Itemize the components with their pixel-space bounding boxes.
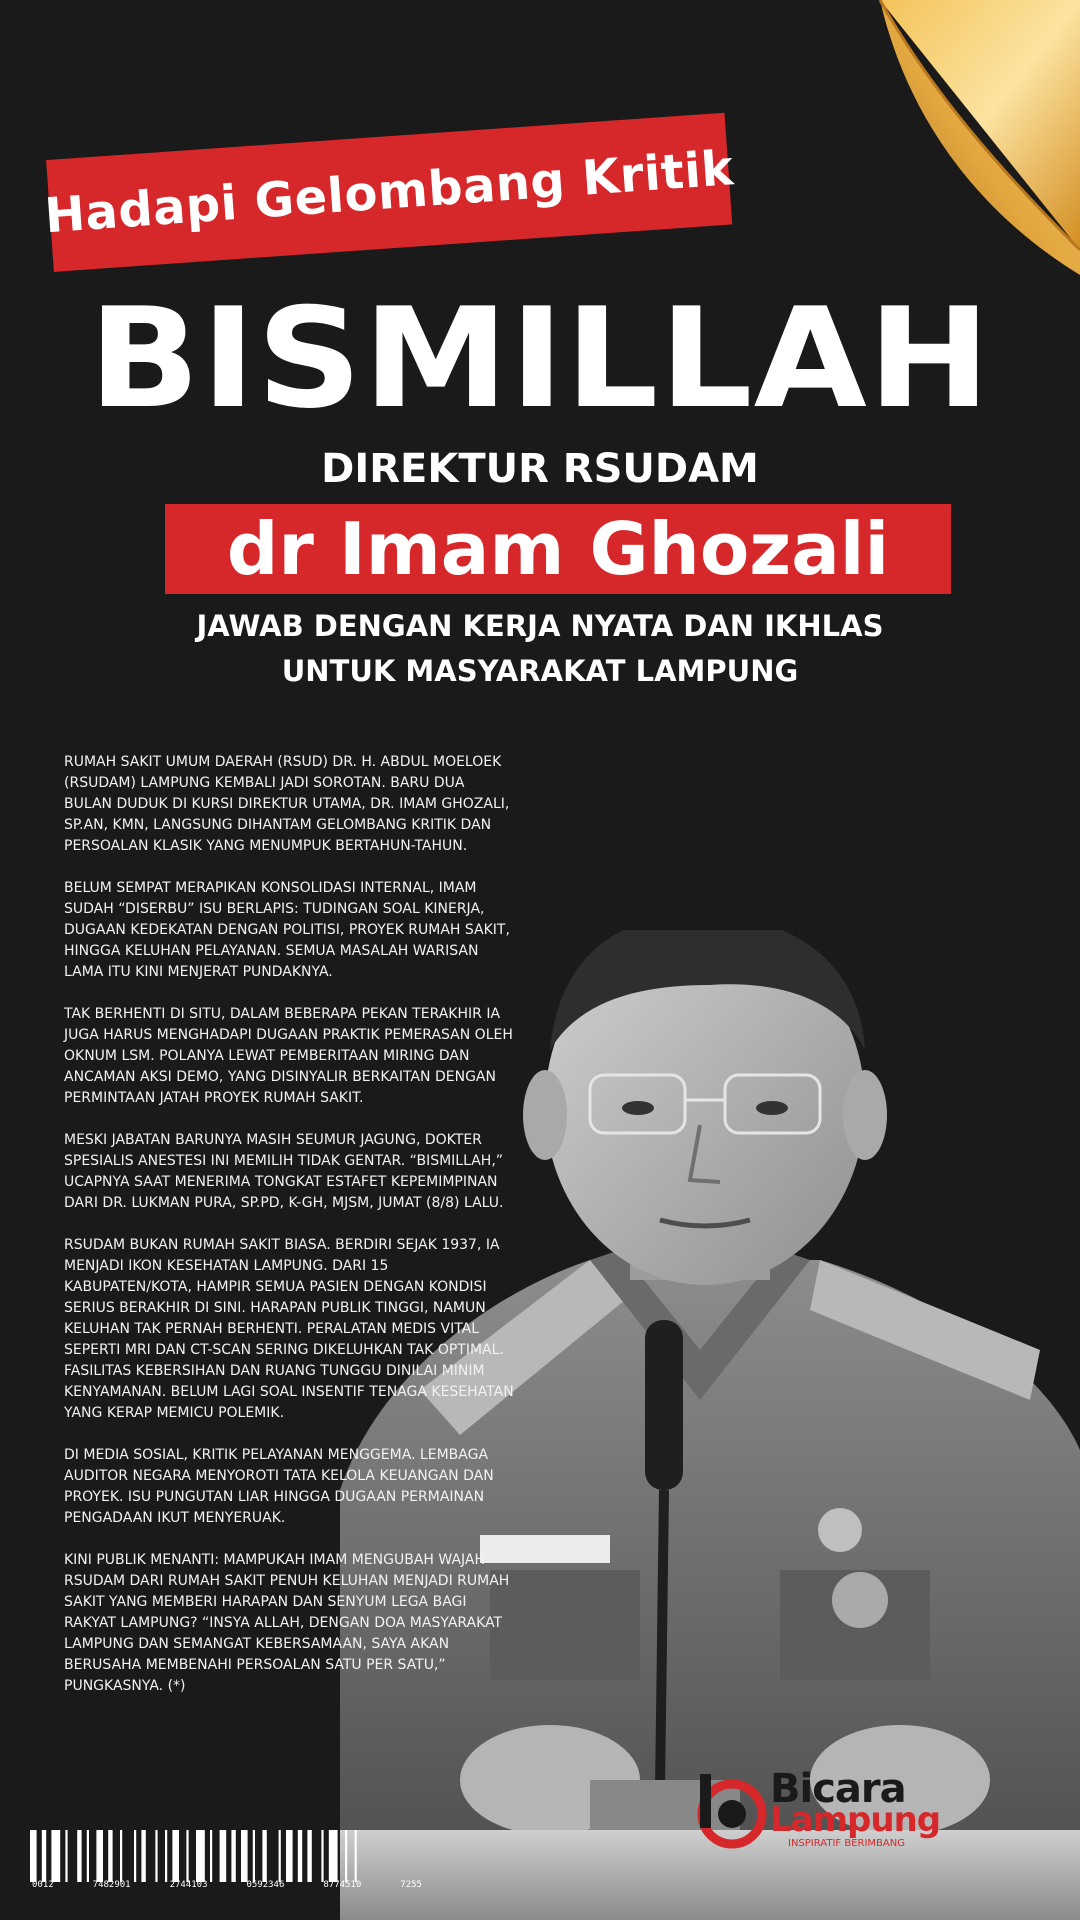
kicker-banner — [42, 113, 736, 272]
logo-word-lampung: Lampung — [770, 1800, 941, 1840]
person-name: dr Imam Ghozali — [226, 507, 890, 591]
article-paragraph: RUMAH SAKIT UMUM DAERAH (RSUD) DR. H. ABDUL MOELOEK (RSUDAM) LAMPUNG KEMBALI JADI SOROTAN. BARU DUA BULAN DUDUK DI KURSI DIREKTUR UTAMA, DR. IMAM GHOZALI, SP.AN, KMN, LANGSUNG DIHANTAM GELOMBANG KRITIK DAN PERSOALAN KLASIK YANG MENUMPUK BERTAHUN-TAHUN. — [64, 754, 510, 854]
logo-word-bicara: Bicara — [770, 1766, 906, 1812]
barcode-numbers — [32, 1880, 422, 1890]
article-paragraph: MESKI JABATAN BARUNYA MASIH SEUMUR JAGUNG, DOKTER SPESIALIS ANESTESI INI MEMILIH TIDAK GENTAR. “BISMILLAH,” UCAPNYA SAAT MENERIMA TONGKAT ESTAFET KEPEMIMPINAN DARI DR. LUKMAN PURA, SP.PD, K-GH, MJSM, JUMAT (8/8) LALU. — [64, 1132, 504, 1211]
tagline-line-2: UNTUK MASYARAKAT LAMPUNG — [281, 654, 799, 688]
barcode-number: 8774510 — [323, 1880, 362, 1890]
article-paragraph: KINI PUBLIK MENANTI: MAMPUKAH IMAM MENGUBAH WAJAH RSUDAM DARI RUMAH SAKIT PENUH KELUHAN MENJADI RUMAH SAKIT YANG MEMBERI HARAPAN DAN SENYUM LEGA BAGI RAKYAT LAMPUNG? “INSYA ALLAH, DENGAN DOA MASYARAKAT LAMPUNG DAN SEMANGAT KEBERSAMAAN, SAYA AKAN BERUSAHA MEMBENAHI PERSOALAN SATU PER SATU,” PUNGKASNYA. (*) — [64, 1552, 510, 1694]
tagline-line-1: JAWAB DENGAN KERJA NYATA DAN IKHLAS — [196, 609, 884, 643]
barcode-number: 0592346 — [246, 1880, 285, 1890]
article-body — [64, 752, 514, 1718]
tagline — [0, 604, 1080, 694]
article-paragraph: DI MEDIA SOSIAL, KRITIK PELAYANAN MENGGEMA. LEMBAGA AUDITOR NEGARA MENYOROTI TATA KELOLA KEUANGAN DAN PROYEK. ISU PUNGUTAN LIAR HINGGA DUGAAN PERMAINAN PENGADAAN IKUT MENYERUAK. — [64, 1447, 494, 1526]
subheadline: DIREKTUR RSUDAM — [321, 446, 759, 492]
barcode-number: 7482901 — [92, 1880, 131, 1890]
barcode-number: 0012 — [32, 1880, 54, 1890]
barcode-number: 2744103 — [169, 1880, 208, 1890]
headline: BISMILLAH — [88, 278, 992, 439]
name-banner — [165, 504, 951, 594]
kicker-text: Hadapi Gelombang Kritik — [42, 140, 736, 245]
page-curl-decoration — [780, 0, 1080, 280]
logo-tagline: INSPIRATIF BERIMBANG — [788, 1838, 905, 1849]
article-paragraph: RSUDAM BUKAN RUMAH SAKIT BIASA. BERDIRI SEJAK 1937, IA MENJADI IKON KESEHATAN LAMPUNG. DARI 15 KABUPATEN/KOTA, HAMPIR SEMUA PASIEN DENGAN KONDISI SERIUS BERAKHIR DI SINI. HARAPAN PUBLIK TINGGI, NAMUN KELUHAN TAK PERNAH BERHENTI. PERALATAN MEDIS VITAL SEPERTI MRI DAN CT-SCAN SERING DIKELUHKAN TAK OPTIMAL. FASILITAS KEBERSIHAN DAN RUANG TUNGGU DINILAI MINIM KENYAMANAN. BELUM LAGI SOAL INSENTIF TENAGA KESEHATAN YANG KERAP MEMICU POLEMIK. — [64, 1237, 514, 1421]
bicara-lampung-logo — [690, 1766, 960, 1856]
article-paragraph: BELUM SEMPAT MERAPIKAN KONSOLIDASI INTERNAL, IMAM SUDAH “DISERBU” ISU BERLAPIS: TUDINGAN SOAL KINERJA, DUGAAN KEDEKATAN DENGAN POLITISI, PROYEK RUMAH SAKIT, HINGGA KELUHAN PELAYANAN. SEMUA MASALAH WARISAN LAMA ITU KINI MENJERAT PUNDAKNYA. — [64, 880, 510, 980]
barcode-number: 7255 — [400, 1880, 422, 1890]
article-paragraph: TAK BERHENTI DI SITU, DALAM BEBERAPA PEKAN TERAKHIR IA JUGA HARUS MENGHADAPI DUGAAN PRAKTIK PEMERASAN OLEH OKNUM LSM. POLANYA LEWAT PEMBERITAAN MIRING DAN ANCAMAN AKSI DEMO, YANG DISINYALIR BERKAITAN DENGAN PERMINTAAN JATAH PROYEK RUMAH SAKIT. — [64, 1006, 513, 1106]
logo-mark-icon — [690, 1770, 770, 1850]
